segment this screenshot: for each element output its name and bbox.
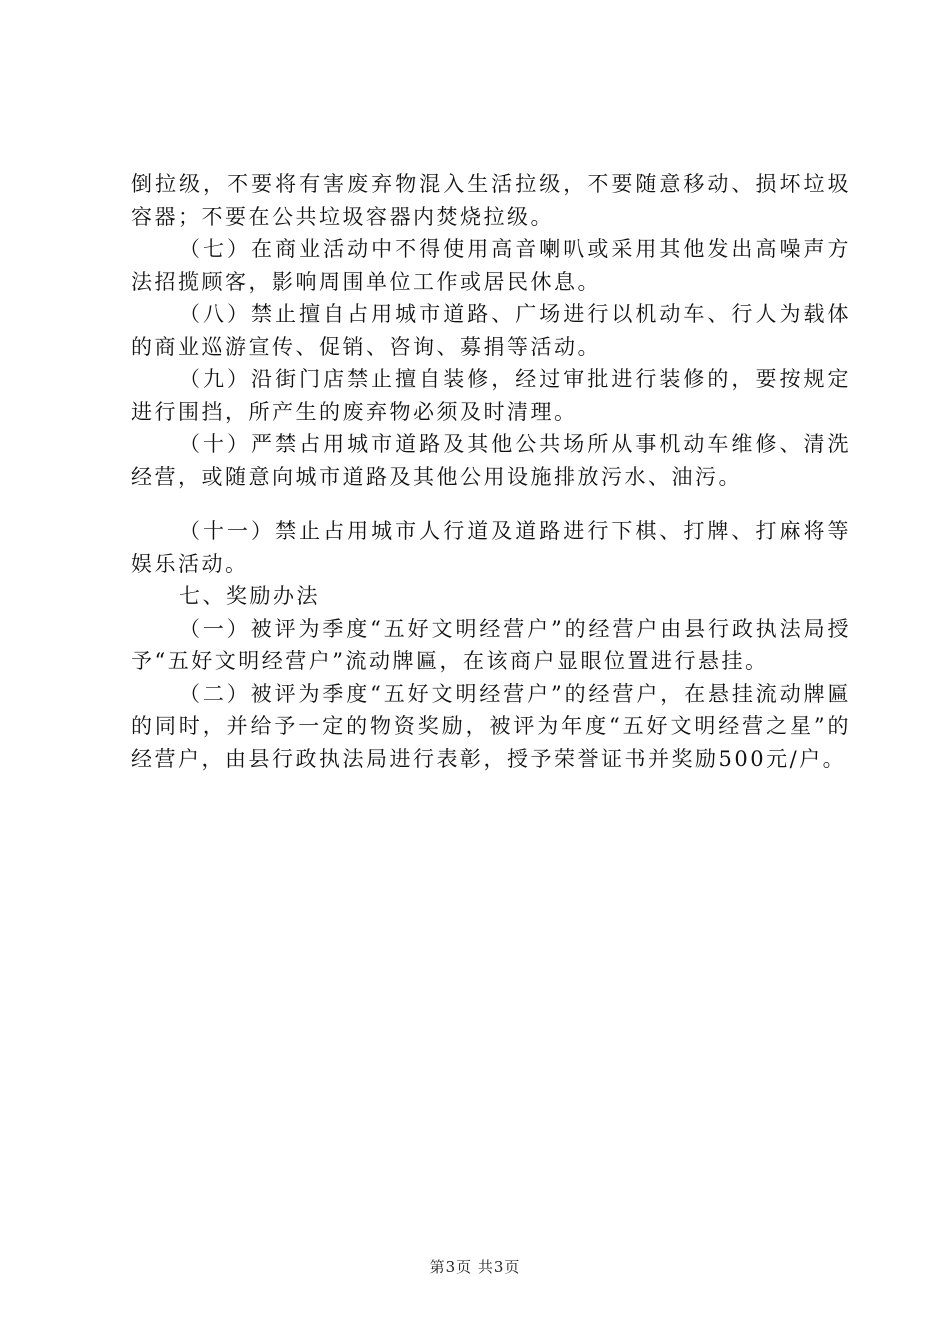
paragraph-continuation: 倒拉级，不要将有害废弃物混入生活拉级，不要随意移动、损坏垃圾容器；不要在公共垃圾容器内焚烧拉级。 [131,172,851,229]
paragraph-item-11: （十一）禁止占用城市人行道及道路进行下棋、打牌、打麻将等娱乐活动。 [131,519,851,576]
paragraph-gap [131,493,851,515]
page-footer: 第3页 共3页 [429,1258,521,1276]
paragraph-reward-1: （一）被评为季度“五好文明经营户”的经营户由县行政执法局授予“五好文明经营户”流动牌匾，在该商户显眼位置进行悬挂。 [131,616,851,673]
section-heading-rewards: 七、奖励办法 [179,584,320,608]
document-body [131,168,851,775]
paragraph-reward-2: （二）被评为季度“五好文明经营户”的经营户，在悬挂流动牌匾的同时，并给予一定的物资奖励，被评为年度“五好文明经营之星”的经营户，由县行政执法局进行表彰，授予荣誉证书并奖励500元/户。 [131,681,851,771]
paragraph-item-7: （七）在商业活动中不得使用高音喇叭或采用其他发出高噪声方法招揽顾客，影响周围单位工作或居民休息。 [131,237,851,294]
paragraph-item-8: （八）禁止擅自占用城市道路、广场进行以机动车、行人为载体的商业巡游宣传、促销、咨询、募捐等活动。 [131,302,851,359]
paragraph-item-10: （十）严禁占用城市道路及其他公共场所从事机动车维修、清洗经营，或随意向城市道路及其他公用设施排放污水、油污。 [131,432,851,489]
paragraph-item-9: （九）沿街门店禁止擅自装修，经过审批进行装修的，要按规定进行围挡，所产生的废弃物必须及时清理。 [131,367,851,424]
